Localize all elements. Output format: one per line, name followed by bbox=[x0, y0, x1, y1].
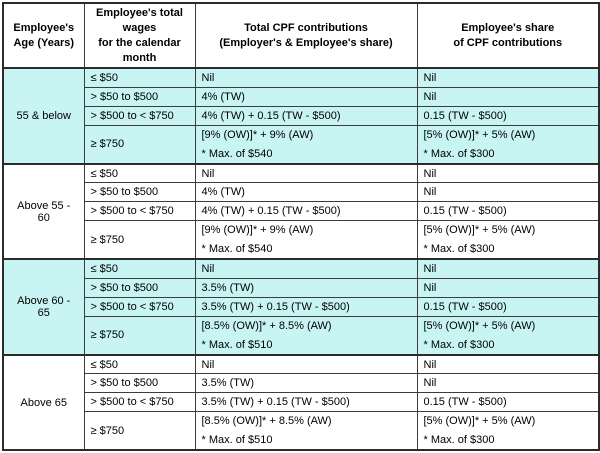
wage-band-cell: ≥ $750 bbox=[84, 412, 195, 451]
employee-share-cell: Nil bbox=[417, 278, 599, 297]
wage-band-cell: > $50 to $500 bbox=[84, 374, 195, 393]
total-cpf-cell: 4% (TW) + 0.15 (TW - $500) bbox=[195, 106, 417, 125]
employee-share-cell bbox=[417, 125, 599, 164]
wage-band-cell: > $500 to < $750 bbox=[84, 202, 195, 221]
wage-band-cell: > $500 to < $750 bbox=[84, 106, 195, 125]
total-cpf-cell bbox=[195, 412, 417, 451]
wage-band-cell: > $500 to < $750 bbox=[84, 393, 195, 412]
table-row bbox=[3, 393, 599, 412]
max-note-line: * Max. of $300 bbox=[423, 243, 495, 256]
employee-share-cell: Nil bbox=[417, 355, 599, 374]
employee-share-cell: Nil bbox=[417, 68, 599, 87]
total-cpf-cell bbox=[195, 221, 417, 260]
table-row bbox=[3, 106, 599, 125]
cpf-contribution-table bbox=[2, 2, 600, 451]
table-row bbox=[3, 355, 599, 374]
formula-line: [9% (OW)]* + 9% (AW) bbox=[201, 224, 314, 237]
total-cpf-cell: Nil bbox=[195, 68, 417, 87]
wage-band-cell: ≤ $50 bbox=[84, 164, 195, 183]
total-cpf-cell: Nil bbox=[195, 355, 417, 374]
total-cpf-cell: Nil bbox=[195, 259, 417, 278]
total-cpf-cell: 3.5% (TW) + 0.15 (TW - $500) bbox=[195, 393, 417, 412]
max-note-line: * Max. of $300 bbox=[423, 434, 495, 447]
max-note-line: * Max. of $540 bbox=[201, 243, 273, 256]
employee-share-cell: 0.15 (TW - $500) bbox=[417, 297, 599, 316]
employee-share-cell: Nil bbox=[417, 374, 599, 393]
wage-band-cell: ≤ $50 bbox=[84, 355, 195, 374]
employee-share-cell: 0.15 (TW - $500) bbox=[417, 106, 599, 125]
header-line: of CPF contributions bbox=[453, 36, 563, 49]
total-cpf-cell: 3.5% (TW) bbox=[195, 278, 417, 297]
header-line: for the calendar month bbox=[98, 36, 181, 64]
formula-line: [8.5% (OW)]* + 8.5% (AW) bbox=[201, 415, 332, 428]
table-row bbox=[3, 412, 599, 451]
header-line: Employee's share bbox=[461, 21, 555, 34]
employee-share-cell: Nil bbox=[417, 87, 599, 106]
wage-band-cell: ≥ $750 bbox=[84, 125, 195, 164]
col-header-age bbox=[3, 3, 84, 68]
table-row bbox=[3, 316, 599, 355]
wage-band-cell: ≥ $750 bbox=[84, 316, 195, 355]
header-line: Employee's bbox=[13, 21, 75, 34]
wage-band-cell: > $50 to $500 bbox=[84, 87, 195, 106]
table-row bbox=[3, 68, 599, 87]
age-group-cell: Above 55 - 60 bbox=[3, 164, 84, 260]
age-group-cell: Above 65 bbox=[3, 355, 84, 451]
employee-share-cell: Nil bbox=[417, 164, 599, 183]
formula-line: [5% (OW)]* + 5% (AW) bbox=[423, 128, 536, 141]
formula-line: [5% (OW)]* + 5% (AW) bbox=[423, 224, 536, 237]
header-line: Employee's total wages bbox=[96, 7, 183, 34]
table-row bbox=[3, 259, 599, 278]
wage-band-cell: ≤ $50 bbox=[84, 259, 195, 278]
col-header-wages bbox=[84, 3, 195, 68]
total-cpf-cell bbox=[195, 316, 417, 355]
employee-share-cell: Nil bbox=[417, 259, 599, 278]
employee-share-cell bbox=[417, 412, 599, 451]
table-row bbox=[3, 374, 599, 393]
table-row bbox=[3, 297, 599, 316]
wage-band-cell: ≤ $50 bbox=[84, 68, 195, 87]
max-note-line: * Max. of $300 bbox=[423, 147, 495, 160]
wage-band-cell: ≥ $750 bbox=[84, 221, 195, 260]
table-row bbox=[3, 87, 599, 106]
employee-share-cell: Nil bbox=[417, 183, 599, 202]
header-line: (Employer's & Employee's share) bbox=[219, 36, 393, 49]
total-cpf-cell: 3.5% (TW) bbox=[195, 374, 417, 393]
table-row bbox=[3, 278, 599, 297]
col-header-employee-share bbox=[417, 3, 599, 68]
wage-band-cell: > $50 to $500 bbox=[84, 183, 195, 202]
formula-line: [9% (OW)]* + 9% (AW) bbox=[201, 128, 314, 141]
total-cpf-cell: 4% (TW) bbox=[195, 183, 417, 202]
employee-share-cell bbox=[417, 221, 599, 260]
max-note-line: * Max. of $510 bbox=[201, 338, 273, 351]
table-row bbox=[3, 202, 599, 221]
header-line: Total CPF contributions bbox=[244, 21, 368, 34]
employee-share-cell bbox=[417, 316, 599, 355]
wage-band-cell: > $50 to $500 bbox=[84, 278, 195, 297]
header-line: Age (Years) bbox=[13, 36, 75, 49]
employee-share-cell: 0.15 (TW - $500) bbox=[417, 393, 599, 412]
total-cpf-cell: 4% (TW) bbox=[195, 87, 417, 106]
formula-line: [5% (OW)]* + 5% (AW) bbox=[423, 415, 536, 428]
table-row bbox=[3, 221, 599, 260]
table-row bbox=[3, 183, 599, 202]
total-cpf-cell: 3.5% (TW) + 0.15 (TW - $500) bbox=[195, 297, 417, 316]
age-group-cell: Above 60 - 65 bbox=[3, 259, 84, 355]
table-row bbox=[3, 164, 599, 183]
total-cpf-cell: 4% (TW) + 0.15 (TW - $500) bbox=[195, 202, 417, 221]
max-note-line: * Max. of $510 bbox=[201, 434, 273, 447]
header-row bbox=[3, 3, 599, 68]
max-note-line: * Max. of $300 bbox=[423, 338, 495, 351]
formula-line: [8.5% (OW)]* + 8.5% (AW) bbox=[201, 319, 332, 332]
formula-line: [5% (OW)]* + 5% (AW) bbox=[423, 319, 536, 332]
col-header-total-cpf bbox=[195, 3, 417, 68]
wage-band-cell: > $500 to < $750 bbox=[84, 297, 195, 316]
total-cpf-cell bbox=[195, 125, 417, 164]
age-group-cell: 55 & below bbox=[3, 68, 84, 164]
max-note-line: * Max. of $540 bbox=[201, 147, 273, 160]
table-row bbox=[3, 125, 599, 164]
total-cpf-cell: Nil bbox=[195, 164, 417, 183]
employee-share-cell: 0.15 (TW - $500) bbox=[417, 202, 599, 221]
